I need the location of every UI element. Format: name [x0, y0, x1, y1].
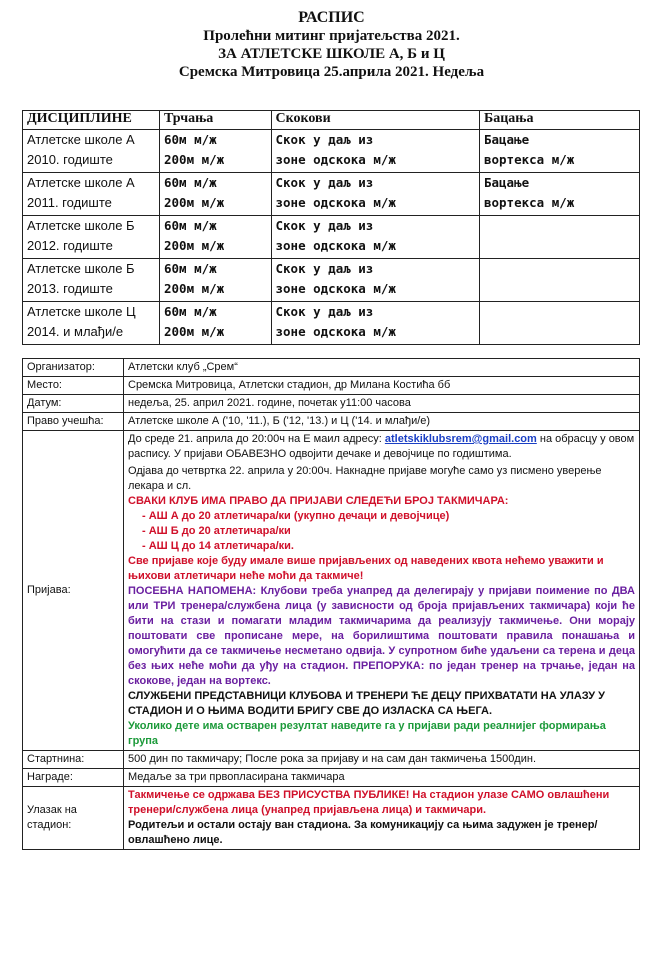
jumps-cell: Скок у даљ из зоне одскока м/ж: [271, 173, 479, 216]
throws-cell: Бацање вортекса м/ж: [479, 130, 639, 173]
place-value: Сремска Митровица, Атлетски стадион, др Милана Костића бб: [124, 377, 640, 395]
place-date-line: Сремска Митровица 25.априла 2021. Недеља: [178, 64, 485, 80]
table-row: [23, 259, 640, 302]
eligibility-label: Право учешћа:: [23, 413, 124, 431]
jumps-cell: Скок у даљ из зоне одскока м/ж: [271, 259, 479, 302]
quota-c: - АШ Ц до 14 атлетичара/ки.: [142, 540, 294, 552]
jumps-cell: Скок у даљ из зоне одскока м/ж: [271, 216, 479, 259]
info-row-awards: [23, 769, 640, 787]
info-row-place: [23, 377, 640, 395]
place-label: Место:: [23, 377, 124, 395]
table-row: [23, 216, 640, 259]
category-cell: Атлетске школе А 2011. годиште: [23, 173, 160, 216]
withdrawal-note: Одјава до четвртка 22. априла у 20:00ч. Накнадне пријаве могуће само уз писмено уверење лекара и сл.: [128, 465, 602, 492]
organizer-label: Организатор:: [23, 359, 124, 377]
quota-title: СВАКИ КЛУБ ИМА ПРАВО ДА ПРИЈАВИ СЛЕДЕЋИ БРОЈ ТАКМИЧАРА:: [128, 495, 509, 507]
document-title: РАСПИС: [298, 9, 365, 26]
email-link[interactable]: atletskiklubsrem@gmail.com: [384, 433, 537, 445]
throws-cell: [479, 216, 639, 259]
info-row-registration: [23, 431, 640, 751]
col-header-disciplines: ДИСЦИПЛИНЕ: [23, 111, 160, 130]
info-row-entry: [23, 787, 640, 850]
quota-a: - АШ А до 20 атлетичара/ки (укупно дечаци и девојчице): [142, 510, 450, 522]
running-cell: 60м м/ж 200м м/ж: [160, 173, 272, 216]
awards-label: Награде:: [23, 769, 124, 787]
table-row: [23, 173, 640, 216]
awards-value: Медаље за три првопласирана такмичара: [124, 769, 640, 787]
jumps-cell: Скок у даљ из зоне одскока м/ж: [271, 130, 479, 173]
running-cell: 60м м/ж 200м м/ж: [160, 216, 272, 259]
info-table: [22, 358, 640, 850]
entry-restriction: Такмичење се одржава БЕЗ ПРИСУСТВА ПУБЛИКЕ! На стадион улазе САМО овлашћени тренери/службена лица (унапред пријављена лица) и такмичари.: [128, 789, 610, 816]
info-row-fee: [23, 751, 640, 769]
entry-label: Улазак на стадион:: [23, 787, 124, 850]
date-label: Датум:: [23, 395, 124, 413]
category-cell: Атлетске школе Б 2013. годиште: [23, 259, 160, 302]
throws-cell: Бацање вортекса м/ж: [479, 173, 639, 216]
category-cell: Атлетске школе Б 2012. годиште: [23, 216, 160, 259]
officials-note: СЛУЖБЕНИ ПРЕДСТАВНИЦИ КЛУБОВА И ТРЕНЕРИ ЋЕ ДЕЦУ ПРИХВАТАТИ НА УЛАЗУ У СТАДИОН И О ЊИМА ВОДИТИ БРИГУ СВЕ ДО ИЗЛАСКА СА ЊЕГА.: [128, 690, 605, 717]
category-cell: Атлетске школе Ц 2014. и млађи/е: [23, 302, 160, 345]
fee-value: 500 дин по такмичару; После рока за пријаву и на сам дан такмичења 1500дин.: [124, 751, 640, 769]
disciplines-header-row: [23, 111, 640, 130]
entry-value: [124, 787, 640, 850]
throws-cell: [479, 302, 639, 345]
disciplines-table: [22, 110, 640, 345]
running-cell: 60м м/ж 200м м/ж: [160, 259, 272, 302]
info-row-date: [23, 395, 640, 413]
info-row-eligibility: [23, 413, 640, 431]
quota-warning: Све пријаве које буду имале више пријављених од наведених квота нећемо уважити и њихови атлетичари неће моћи да такмиче!: [128, 555, 604, 582]
running-cell: 60м м/ж 200м м/ж: [160, 130, 272, 173]
table-row: [23, 130, 640, 173]
fee-label: Стартнина:: [23, 751, 124, 769]
col-header-jumps: Скокови: [271, 111, 479, 130]
category-cell: Атлетске школе А 2010. годиште: [23, 130, 160, 173]
registration-label: Пријава:: [23, 431, 124, 751]
table-row: [23, 302, 640, 345]
info-row-organizer: [23, 359, 640, 377]
throws-cell: [479, 259, 639, 302]
entry-parents-note: Родитељи и остали остају ван стадиона. За комуникацију са њима задужен је тренер/овлашћено лице.: [128, 819, 598, 846]
special-note: ПОСЕБНА НАПОМЕНА: Клубови треба унапред да делегирају у пријави поимение по ДВА или ТРИ тренера/службена лица (у зависности од броја пријављених такмичара) који ће бити на стази и помагати младим такмичарима да реализују такмичење. Они морају поштовати све прописане мере, на борилиштима поштовати правила понашања и омогућити да се такмичење несметано одвија. У супротном биће удаљени са терена и деца без њих неће моћи да уђу на стадион. ПРЕПОРУКА: по један тренер на трчање, један на скокове, један на вортекс.: [128, 585, 635, 687]
running-cell: 60м м/ж 200м м/ж: [160, 302, 272, 345]
schools-line: ЗА АТЛЕТСКЕ ШКОЛЕ А, Б и Ц: [218, 46, 445, 62]
jumps-cell: Скок у даљ из зоне одскока м/ж: [271, 302, 479, 345]
eligibility-value: Атлетске школе А ('10, '11.), Б ('12, '13.) и Ц ('14. и млађи/е): [124, 413, 640, 431]
registration-deadline: До среде 21. априла до 20:00ч на Е маил адресу: atletskiklubsrem@gmail.com на обрасцу у овом распису. У пријави ОБАВЕЗНО одвојити дечаке и девојчице по годиштима.: [128, 433, 635, 460]
document-header: [0, 8, 663, 81]
result-note: Уколико дете има остварен резултат наведите га у пријави ради реалнијег формирања група: [128, 720, 606, 747]
date-value: недеља, 25. април 2021. године, почетак у11:00 часова: [124, 395, 640, 413]
meeting-name: Пролећни митинг пријатељства 2021.: [203, 28, 460, 44]
registration-value: [124, 431, 640, 751]
quota-b: - АШ Б до 20 атлетичара/ки: [142, 525, 291, 537]
organizer-value: Атлетски клуб „Срем“: [124, 359, 640, 377]
col-header-throws: Бацања: [479, 111, 639, 130]
col-header-running: Трчања: [160, 111, 272, 130]
